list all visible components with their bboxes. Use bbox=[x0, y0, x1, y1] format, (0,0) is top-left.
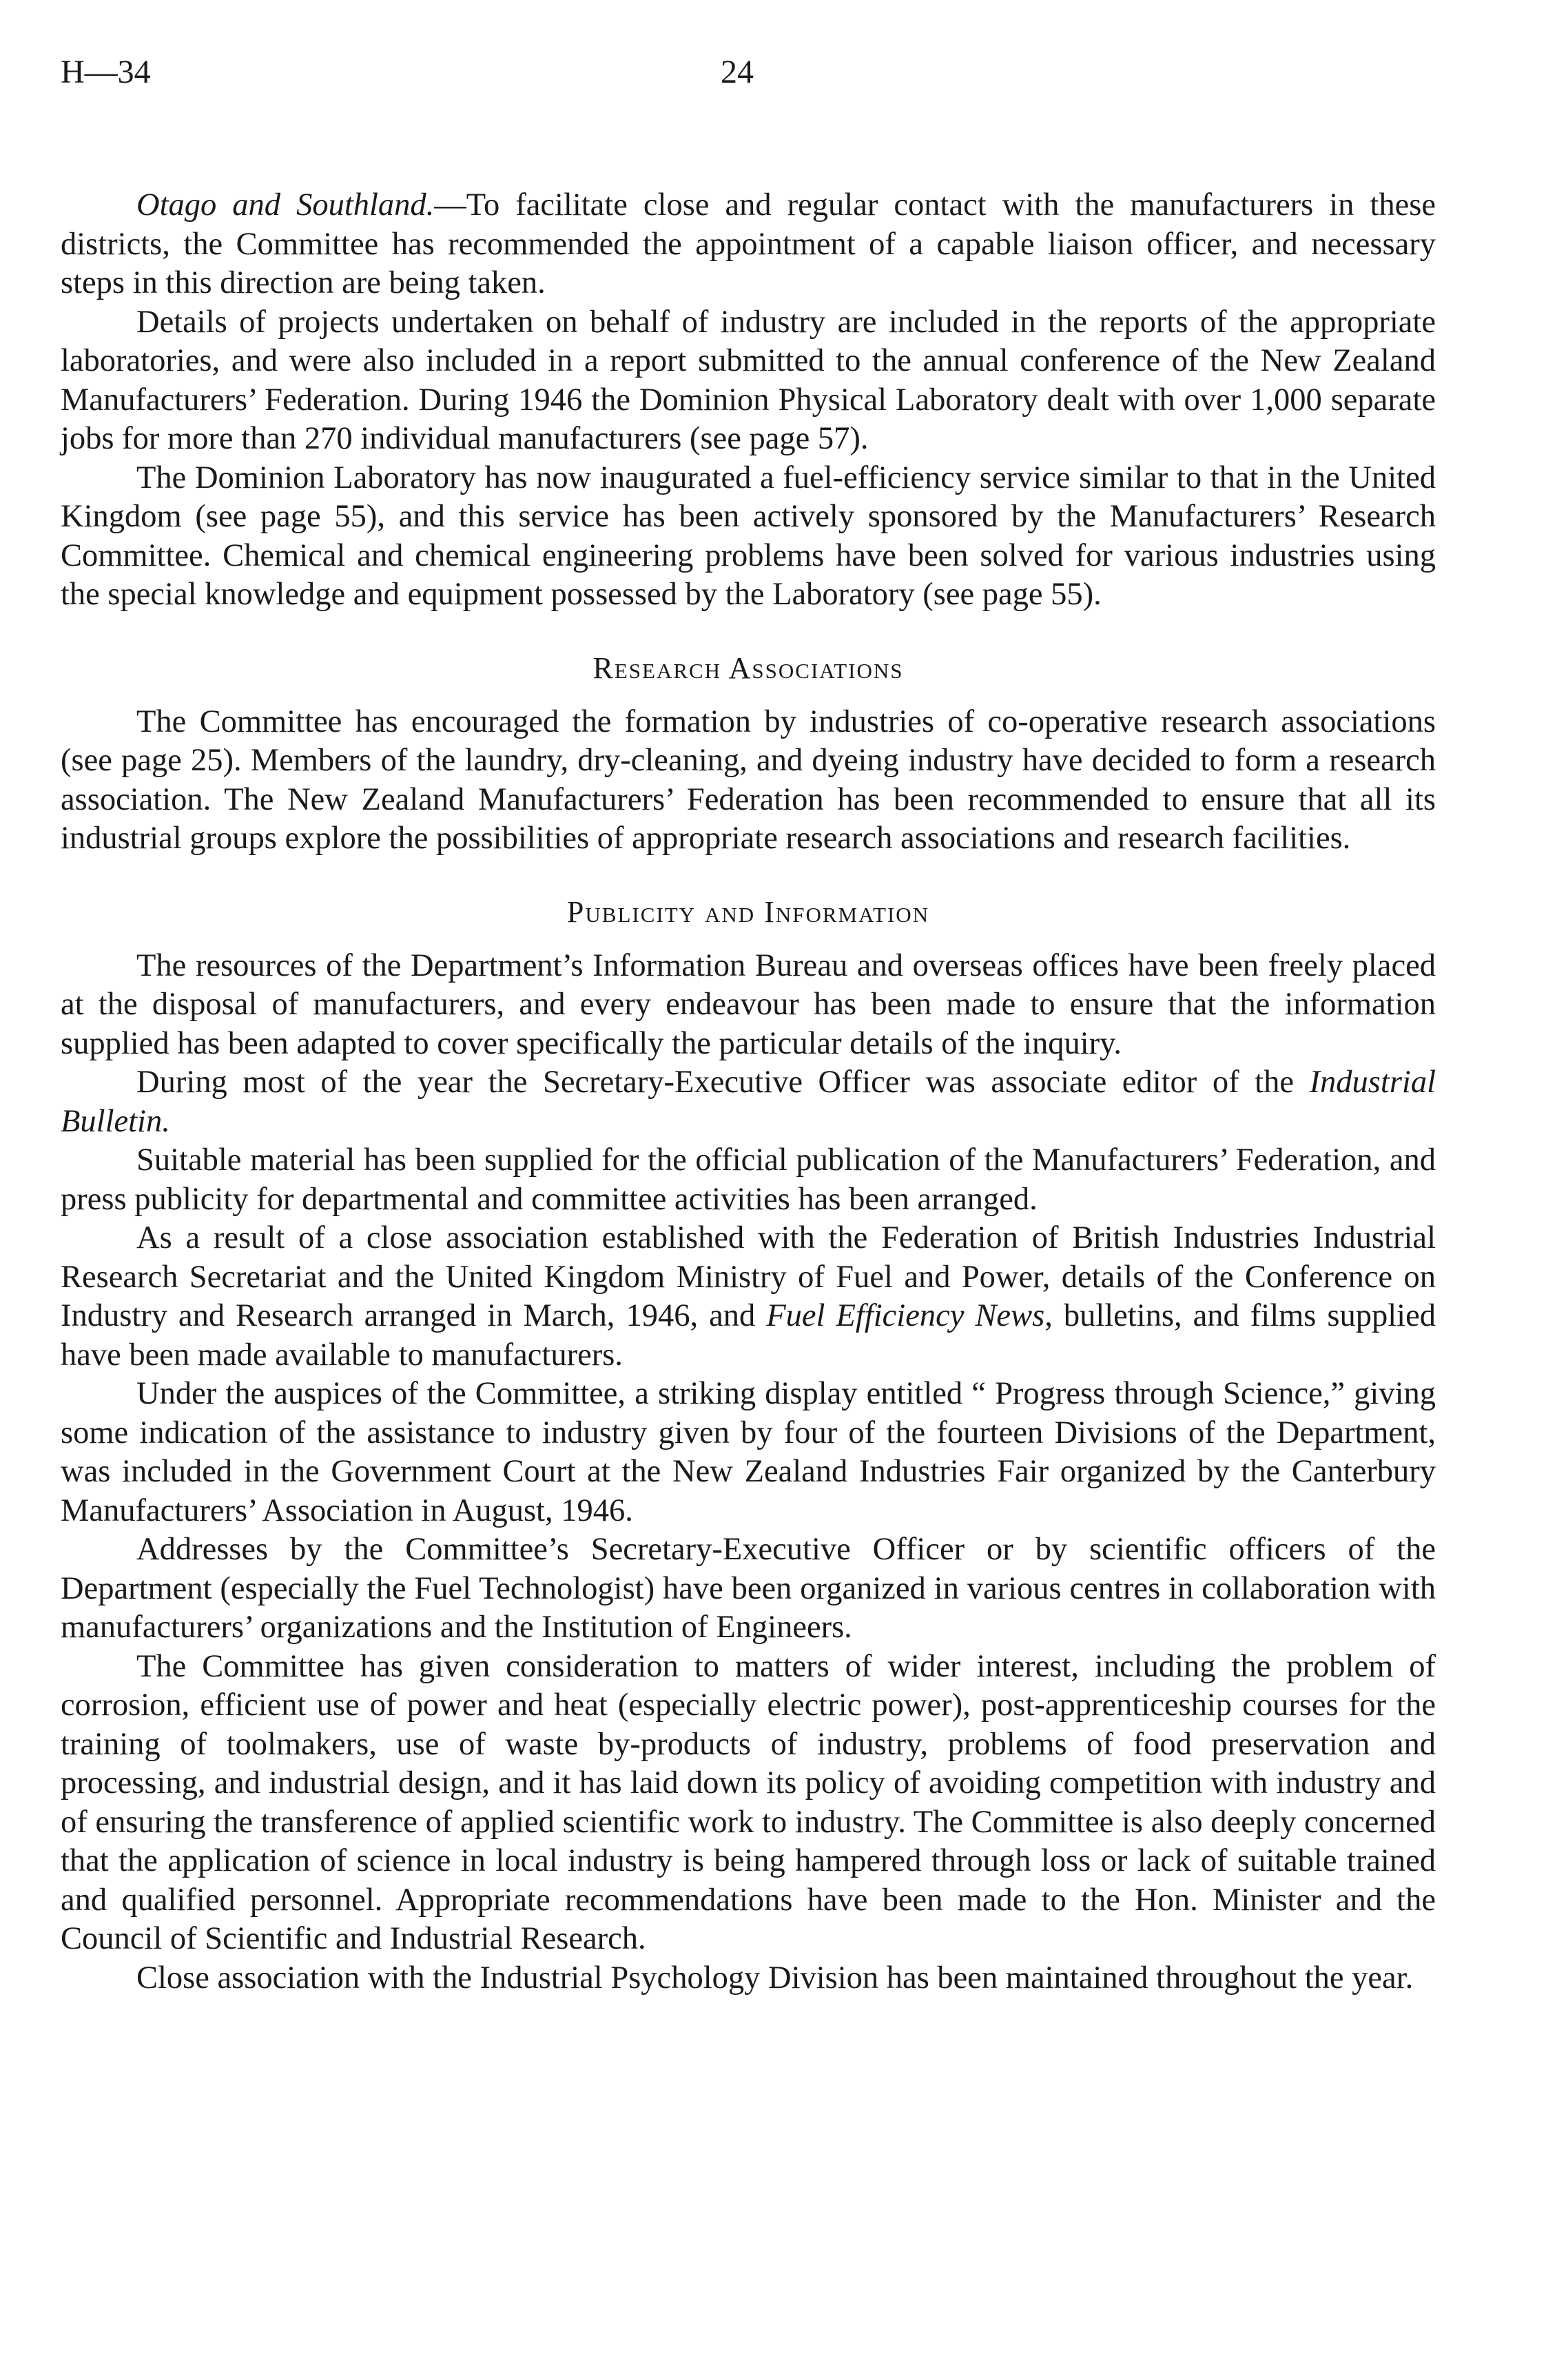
paragraph-text: During most of the year the Secretary-Executive Officer was associate editor of the bbox=[136, 1065, 1310, 1100]
paragraph-text: , bulletins, and films supplied have been made available to manufacturers. bbox=[61, 1298, 1436, 1373]
page-header bbox=[61, 41, 1436, 103]
publication-title-italic: Fuel Efficiency News bbox=[766, 1298, 1045, 1333]
paragraph-progress-display: Under the auspices of the Committee, a striking display entitled “ Progress through Science,” giving some indication of the assistance to industry given by four of the fourteen Divisions of the Department, was included in the Government Court at the New Zealand Industries Fair organized by the Canterbury Manufacturers’ Association in August, 1946. bbox=[61, 1376, 1436, 1528]
paragraph-otago-southland bbox=[61, 186, 1436, 303]
paragraph-research-associations: The Committee has encouraged the formation by industries of co-operative research associations (see page 25). Members of the laundry, dry-cleaning, and dyeing industry have decided to form a research association. The New Zealand Manufacturers’ Federation has been recommended to ensure that all its industrial groups explore the possibilities of appropriate research associations and research facilities. bbox=[61, 704, 1436, 856]
paragraph-information-bureau: The resources of the Department’s Information Bureau and overseas offices have been freely placed at the disposal of manufacturers, and every endeavour has been made to ensure that the information supplied has been adapted to cover specifically the particular details of the inquiry. bbox=[61, 947, 1436, 1061]
paragraph-projects-details: Details of projects undertaken on behalf of industry are included in the reports of the appropriate laboratories, and were also included in a report submitted to the annual conference of the New Zealand Manufacturers’ Federation. During 1946 the Dominion Physical Laboratory dealt with over 1,000 separate jobs for more than 270 individual manufacturers (see page 57). bbox=[61, 304, 1436, 456]
paragraph-publicity: Suitable material has been supplied for the official publication of the Manufacturers’ Federation, and press publicity for departmental and committee activities has been arranged. bbox=[61, 1142, 1436, 1217]
paragraph-psychology-division: Close association with the Industrial Psychology Division has been maintained throughout the year. bbox=[136, 1960, 1414, 1996]
document-reference: H—34 bbox=[61, 54, 151, 90]
paragraph-british-industries bbox=[61, 1219, 1436, 1375]
page-number: 24 bbox=[721, 54, 754, 90]
paragraph-addresses: Addresses by the Committee’s Secretary-Executive Officer or by scientific officers of the Department (especially the Fuel Technologist) have been organized in various centres in collaboration with manufacturers’ organizations and the Institution of Engineers. bbox=[61, 1532, 1436, 1645]
paragraph-text: —To facilitate close and regular contact with the manufacturers in these districts, the Committee has recommended the appointment of a capable liaison officer, and necessary steps in this direction are being taken. bbox=[61, 187, 1436, 300]
paragraph-associate-editor bbox=[61, 1063, 1436, 1141]
publication-title-italic: Industrial Bulletin. bbox=[61, 1065, 1436, 1139]
body-text bbox=[61, 186, 1436, 1998]
paragraph-text: As a result of a close association established with the Federation of British Industries Industrial Research Secretariat and the United Kingdom Ministry of Fuel and Power, details of the Conference on Industry and Research arranged in March, 1946, and bbox=[61, 1220, 1436, 1333]
document-page bbox=[61, 41, 1436, 1998]
paragraph-wider-interest: The Committee has given consideration to matters of wider interest, including the problem of corrosion, efficient use of power and heat (especially electric power), post-apprenticeship courses for the training of toolmakers, use of waste by-products of industry, problems of food preservation and processing, and industrial design, and it has laid down its policy of avoiding competition with industry and of ensuring the transference of applied scientific work to industry. The Committee is also deeply concerned that the application of science in local industry is being hampered through loss or lack of suitable trained and qualified personnel. Appropriate recommendations have been made to the Hon. Minister and the Council of Scientific and Industrial Research. bbox=[61, 1648, 1436, 1956]
paragraph-lead-italic: Otago and Southland. bbox=[136, 187, 435, 223]
paragraph-fuel-efficiency: The Dominion Laboratory has now inaugurated a fuel-efficiency service similar to that in the United Kingdom (see page 55), and this service has been actively sponsored by the Manufacturers’ Research Committee. Chemical and chemical engineering problems have been solved for various industries using the special knowledge and equipment possessed by the Laboratory (see page 55). bbox=[61, 460, 1436, 612]
section-heading-research-associations: Research Associations bbox=[592, 650, 904, 685]
section-heading-publicity-information: Publicity and Information bbox=[566, 894, 930, 929]
